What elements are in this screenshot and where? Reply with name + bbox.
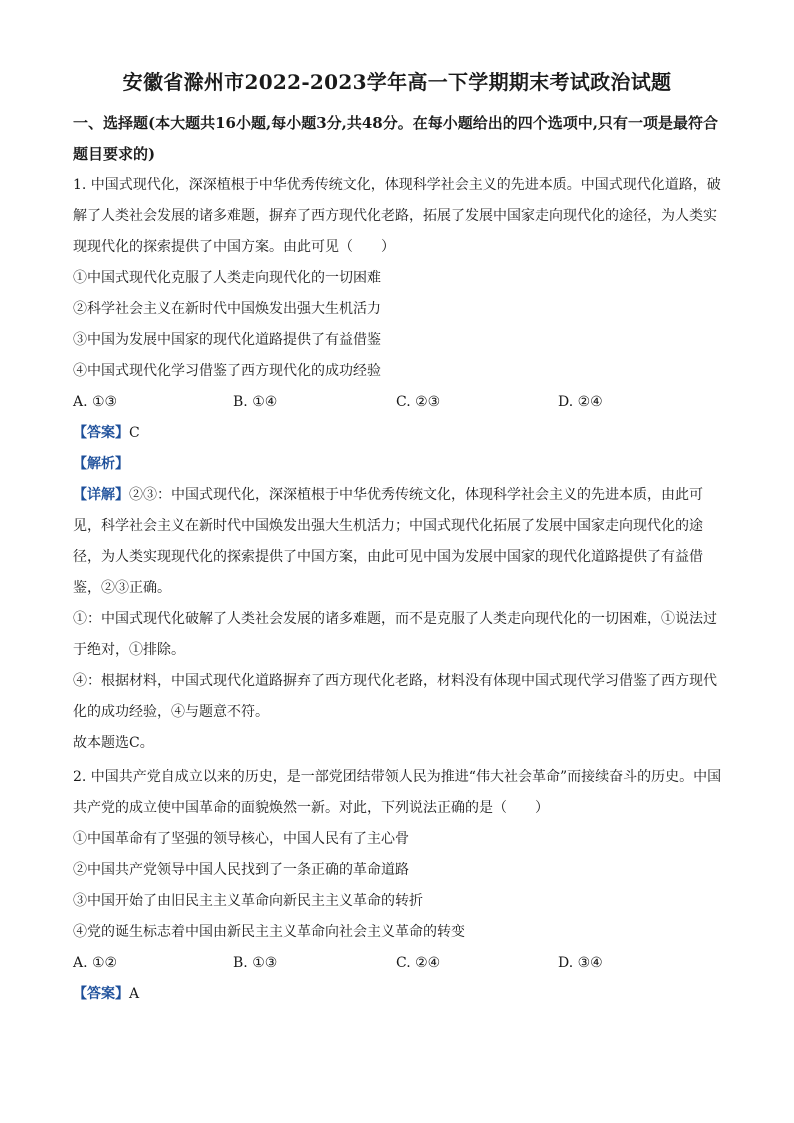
answer-line <box>73 979 723 1010</box>
statement-option: ①中国革命有了坚强的领导核心，中国人民有了主心骨 <box>73 831 409 847</box>
answer-choices <box>73 948 723 979</box>
conclusion: 故本题选C。 <box>73 735 154 751</box>
statement-option: ④中国式现代化学习借鉴了西方现代化的成功经验 <box>73 363 381 379</box>
choice-a: A. ①② <box>73 955 118 971</box>
statement-option: ①中国式现代化克服了人类走向现代化的一切困难 <box>73 270 381 286</box>
detail-tag: 【详解】 <box>73 487 129 503</box>
detail-paragraph: ④：根据材料，中国式现代化道路摒弃了西方现代化老路，材料没有体现中国式现代学习借鉴了西方现代化的成功经验，④与题意不符。 <box>73 673 717 720</box>
question-stem: 1. 中国式现代化，深深植根于中华优秀传统文化，体现科学社会主义的先进本质。中国式现代化道路，破解了人类社会发展的诸多难题，摒弃了西方现代化老路，拓展了发展中国家走向现代化的途径，为人类实现现代化的探索提供了中国方案。由此可见（ ） <box>73 177 721 255</box>
choice-c: C. ②③ <box>396 394 441 410</box>
detail-text: ②③：中国式现代化，深深植根于中华优秀传统文化，体现科学社会主义的先进本质，由此可见，科学社会主义在新时代中国焕发出强大生机活力；中国式现代化拓展了发展中国家走向现代化的途径，为人类实现现代化的探索提供了中国方案，由此可见中国为发展中国家的现代化道路提供了有益借鉴，②③正确。 <box>73 487 703 596</box>
statement-option: ②科学社会主义在新时代中国焕发出强大生机活力 <box>73 301 381 317</box>
choice-d: D. ③④ <box>558 955 603 971</box>
answer-choices <box>73 387 723 418</box>
detail-paragraph: ①：中国式现代化破解了人类社会发展的诸多难题，而不是克服了人类走向现代化的一切困难，①说法过于绝对，①排除。 <box>73 611 717 658</box>
section-heading: 一、选择题(本大题共16小题,每小题3分,共48分。在每小题给出的四个选项中,只有一项是最符合题目要求的) <box>73 114 718 163</box>
answer-value: C <box>129 425 140 441</box>
page-title: 安徽省滁州市2022-2023学年高一下学期期末考试政治试题 <box>122 70 672 94</box>
question-stem: 2. 中国共产党自成立以来的历史，是一部党团结带领人民为推进“伟大社会革命”而接续奋斗的历史。中国共产党的成立使中国革命的面貌焕然一新。对此，下列说法正确的是（ ） <box>73 769 722 816</box>
answer-line <box>73 418 723 449</box>
question-2 <box>73 762 723 1010</box>
choice-b: B. ①③ <box>233 955 278 971</box>
analysis-tag: 【解析】 <box>73 456 129 472</box>
statement-option: ③中国开始了由旧民主主义革命向新民主主义革命的转折 <box>73 893 423 909</box>
choice-b: B. ①④ <box>233 394 278 410</box>
detail-paragraph <box>73 480 723 604</box>
question-1 <box>73 170 723 759</box>
answer-tag: 【答案】 <box>73 425 129 441</box>
statement-option: ③中国为发展中国家的现代化道路提供了有益借鉴 <box>73 332 381 348</box>
answer-tag: 【答案】 <box>73 986 129 1002</box>
answer-value: A <box>129 986 140 1002</box>
choice-d: D. ②④ <box>558 394 603 410</box>
choice-a: A. ①③ <box>73 394 118 410</box>
statement-option: ②中国共产党领导中国人民找到了一条正确的革命道路 <box>73 862 409 878</box>
statement-option: ④党的诞生标志着中国由新民主主义革命向社会主义革命的转变 <box>73 924 465 940</box>
choice-c: C. ②④ <box>396 955 441 971</box>
analysis-line <box>73 449 723 480</box>
